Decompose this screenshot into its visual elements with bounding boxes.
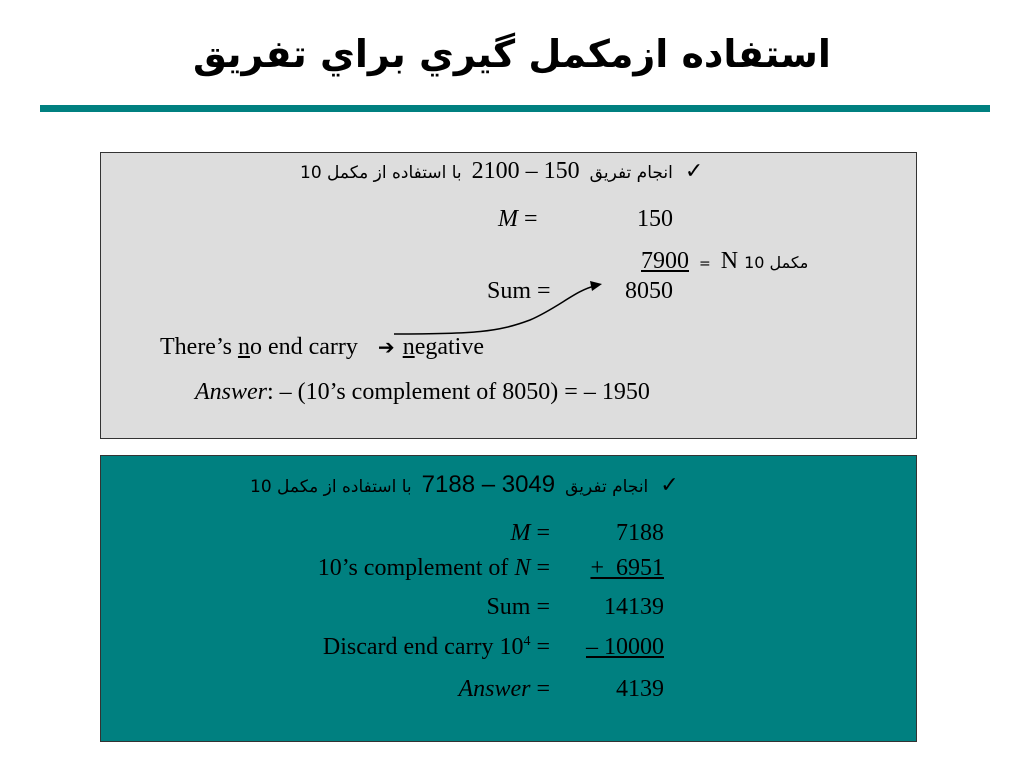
- carry-arrow-icon: [380, 278, 610, 340]
- box2-task-persian-a: انجام تفريق: [565, 477, 649, 497]
- box2-complement-equals: =: [530, 555, 550, 581]
- box2-discard-value-text: – 10000: [586, 634, 664, 660]
- box2-discard-value: [560, 634, 664, 661]
- box1-carry-text-a: There’s: [160, 334, 238, 360]
- box1-m-label-line: [498, 206, 538, 233]
- box1-complement-value: 7900: [641, 248, 689, 274]
- box1-complement-n: N: [720, 248, 739, 274]
- box2-discard-exponent: 4: [523, 634, 531, 649]
- slide-title: استفاده ازمکمل گيري براي تفريق: [193, 32, 831, 76]
- box1-answer-label: Answer: [195, 379, 267, 405]
- box1-complement-persian: مکمل 10: [744, 253, 809, 272]
- check-icon: ✓: [684, 159, 704, 184]
- box2-complement-value: [560, 555, 664, 582]
- box1-task-line: [300, 158, 840, 185]
- box1-m-value: 150: [637, 206, 673, 232]
- box2-complement-n: N: [514, 555, 531, 581]
- box2-sum-value: 14139: [604, 594, 664, 620]
- box1-carry-negative-n: n: [402, 334, 415, 360]
- box1-complement-line: [641, 248, 808, 275]
- box2-task-expression: 7188 – 3049: [421, 471, 556, 498]
- box1-task-persian-a: انجام تفريق: [589, 163, 673, 183]
- box1-m-label: M: [498, 206, 518, 232]
- box2-discard-label: [200, 634, 550, 661]
- box2-sum-label: Sum =: [486, 594, 550, 620]
- box2-m-equals: =: [530, 520, 550, 546]
- box2-answer-equals: =: [530, 676, 550, 702]
- box2-task-persian-b: با استفاده از مکمل 10: [250, 477, 412, 497]
- check-icon: ✓: [660, 473, 679, 498]
- box1-task-expression: 2100 – 150: [471, 158, 580, 184]
- box2-m-label: M: [510, 520, 531, 546]
- box1-sum-value: 8050: [625, 278, 673, 304]
- box2-m-value: 7188: [616, 520, 664, 546]
- box1-answer-text: : – (10’s complement of 8050) = – 1950: [267, 379, 650, 405]
- box2-complement-text: 10’s complement of: [317, 555, 515, 581]
- box1-carry-line: [160, 334, 484, 361]
- box2-complement-value-text: + 6951: [590, 555, 664, 581]
- box1-carry-text-b: o end carry: [249, 334, 358, 360]
- right-arrow-icon: ➔: [377, 335, 395, 359]
- box2-discard-equals: =: [530, 634, 550, 660]
- box2-answer-label: Answer: [458, 676, 531, 702]
- box1-task-persian-b: با استفاده از مکمل 10: [300, 163, 462, 183]
- box1-carry-negative-rest: egative: [414, 334, 484, 360]
- box2-answer-label-line: [250, 676, 550, 703]
- box1-m-equals: =: [524, 206, 538, 232]
- box1-sum-label: Sum =: [487, 278, 551, 304]
- box2-discard-text: Discard end carry 10: [322, 634, 524, 660]
- box2-answer-value: 4139: [616, 676, 664, 702]
- box2-complement-label: [200, 555, 550, 582]
- title-divider: [40, 105, 990, 112]
- box1-complement-equals: =: [699, 256, 711, 272]
- box2-task-line: [250, 471, 825, 499]
- box2-m-label-line: [250, 520, 550, 547]
- box1-answer-line: [195, 379, 650, 406]
- box1-carry-n: n: [237, 334, 250, 360]
